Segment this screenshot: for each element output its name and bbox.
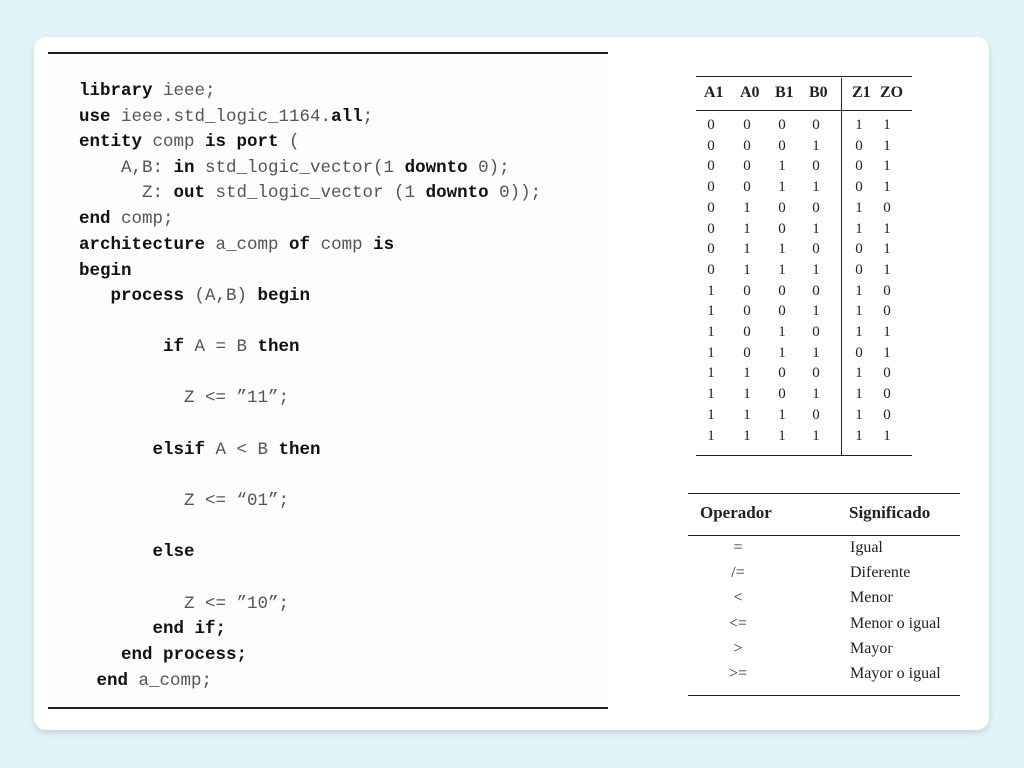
code-text: Z <= ”11”; <box>79 388 290 408</box>
truth-cell: 1 <box>883 158 891 175</box>
truth-cell: 1 <box>883 427 891 444</box>
code-line <box>79 337 300 357</box>
truth-cell: 0 <box>778 199 786 216</box>
truth-cell: 1 <box>778 158 786 175</box>
truth-cell: 0 <box>743 282 751 299</box>
ops-header-operator: Operador <box>700 503 772 522</box>
truth-cell: 0 <box>778 137 786 154</box>
code-line <box>79 183 541 203</box>
operator-meaning: Igual <box>850 539 883 556</box>
truth-cell: 1 <box>812 137 820 154</box>
code-line <box>79 491 289 511</box>
ops-bottom-rule <box>688 695 960 696</box>
truth-cell: 1 <box>743 199 751 216</box>
truth-header-cell: A1 <box>704 84 724 101</box>
truth-cell: 1 <box>812 427 820 444</box>
code-text: ieee.std_logic_1164. <box>110 107 332 127</box>
code-text <box>79 542 153 562</box>
code-keyword: end <box>79 209 111 229</box>
ops-top-rule <box>688 493 960 494</box>
code-line <box>79 235 394 255</box>
truth-cell: 1 <box>855 386 863 403</box>
code-keyword: is port <box>205 132 279 152</box>
code-keyword: entity <box>79 132 143 152</box>
truth-table <box>696 76 912 458</box>
truth-cell: 0 <box>812 282 820 299</box>
code-line <box>79 440 321 460</box>
truth-cell: 0 <box>778 282 786 299</box>
code-text: a_comp <box>205 235 290 255</box>
truth-cell: 0 <box>812 199 820 216</box>
truth-cell: 1 <box>883 117 891 133</box>
code-text: ; <box>362 107 374 127</box>
truth-header-cell: A0 <box>740 84 760 101</box>
truth-cell: 1 <box>743 386 751 403</box>
code-keyword: is <box>373 235 395 255</box>
code-keyword: use <box>79 107 111 127</box>
code-keyword: architecture <box>79 235 206 255</box>
code-keyword: library <box>79 81 153 101</box>
code-text: (A,B) <box>184 286 258 306</box>
code-keyword: then <box>257 337 300 357</box>
truth-cell: 1 <box>743 406 751 423</box>
code-keyword: elsif <box>152 440 206 460</box>
truth-cell: 0 <box>855 179 863 196</box>
truth-cell: 1 <box>707 303 715 320</box>
code-text: Z <= “01”; <box>79 491 290 511</box>
truth-cell: 1 <box>883 324 891 340</box>
truth-cell: 0 <box>707 137 715 154</box>
truth-cell: 1 <box>855 365 863 382</box>
truth-cell: 0 <box>883 303 891 320</box>
code-line <box>79 594 289 614</box>
code-keyword: downto <box>404 158 468 178</box>
code-line <box>79 261 132 281</box>
code-keyword: if <box>163 337 185 357</box>
code-line <box>79 286 310 306</box>
truth-cell: 0 <box>743 158 751 175</box>
truth-cell: 1 <box>707 282 715 299</box>
truth-bottom-rule <box>696 455 912 456</box>
operator-symbol: > <box>733 639 743 657</box>
vhdl-code-panel <box>48 52 608 709</box>
truth-cell: 1 <box>743 261 751 278</box>
code-text: A = B <box>184 337 258 357</box>
truth-cell: 1 <box>707 324 715 340</box>
operator-symbol: <= <box>728 614 748 632</box>
truth-cell: 0 <box>778 386 786 403</box>
truth-header-cell: ZO <box>880 84 904 101</box>
truth-cell: 0 <box>707 199 715 216</box>
truth-cell: 1 <box>883 241 891 258</box>
truth-cell: 1 <box>855 303 863 320</box>
truth-cell: 1 <box>855 117 863 133</box>
truth-header-cell: Z1 <box>852 84 871 101</box>
code-keyword: of <box>289 235 311 255</box>
truth-cell: 1 <box>778 241 786 258</box>
truth-cell: 1 <box>883 179 891 196</box>
truth-cell: 0 <box>778 303 786 320</box>
code-keyword: begin <box>257 286 311 306</box>
truth-cell: 0 <box>812 158 820 175</box>
code-line <box>79 209 174 229</box>
code-line <box>79 107 373 127</box>
truth-cell: 0 <box>743 344 751 361</box>
truth-cell: 1 <box>707 386 715 403</box>
truth-cell: 1 <box>743 241 751 258</box>
code-keyword: end if; <box>152 619 227 639</box>
truth-cell: 1 <box>743 427 751 444</box>
truth-cell: 0 <box>883 365 891 382</box>
code-text: std_logic_vector (1 <box>205 183 426 203</box>
truth-cell: 1 <box>707 406 715 423</box>
code-keyword: all <box>331 107 363 127</box>
truth-cell: 1 <box>883 261 891 278</box>
code-text: Z: <box>79 183 174 203</box>
code-text: ieee; <box>152 81 216 101</box>
truth-cell: 0 <box>812 365 820 382</box>
truth-cell: 1 <box>855 427 863 444</box>
code-text: a_comp; <box>128 671 213 691</box>
truth-top-rule <box>696 76 912 77</box>
truth-cell: 0 <box>855 261 863 278</box>
truth-cell: 1 <box>778 261 786 278</box>
code-text: comp; <box>110 209 174 229</box>
truth-cell: 1 <box>778 324 786 340</box>
truth-cell: 1 <box>778 179 786 196</box>
code-text <box>79 286 111 306</box>
truth-cell: 0 <box>855 158 863 175</box>
operator-symbol: = <box>733 539 743 556</box>
truth-cell: 1 <box>707 344 715 361</box>
code-line <box>86 671 212 691</box>
truth-header-cell: B0 <box>809 84 828 101</box>
truth-cell: 1 <box>812 303 820 320</box>
truth-cell: 1 <box>883 220 891 237</box>
truth-cell: 1 <box>855 282 863 299</box>
truth-cell: 1 <box>812 220 820 237</box>
operator-symbol: >= <box>728 665 748 682</box>
truth-cell: 0 <box>743 324 751 340</box>
code-text: comp <box>310 235 374 255</box>
truth-cell: 0 <box>743 179 751 196</box>
truth-cell: 1 <box>855 199 863 216</box>
operator-meaning: Menor <box>850 589 893 607</box>
code-text: comp <box>142 132 206 152</box>
truth-header-cell: B1 <box>775 84 794 101</box>
truth-cell: 1 <box>883 137 891 154</box>
truth-cell: 0 <box>778 365 786 382</box>
code-text <box>79 619 153 639</box>
truth-cell: 1 <box>743 220 751 237</box>
truth-cell: 1 <box>855 406 863 423</box>
truth-cell: 0 <box>883 406 891 423</box>
code-text: 0); <box>467 158 510 178</box>
truth-cell: 0 <box>855 241 863 258</box>
code-text: A,B: <box>79 158 174 178</box>
truth-cell: 0 <box>812 406 820 423</box>
operator-meaning: Mayor o igual <box>850 665 941 682</box>
truth-cell: 0 <box>707 158 715 175</box>
truth-cell: 0 <box>707 261 715 278</box>
operator-meaning: Diferente <box>850 564 911 582</box>
truth-header-rule <box>696 110 912 111</box>
truth-cell: 0 <box>883 199 891 216</box>
truth-cell: 0 <box>812 324 820 340</box>
operator-symbol: < <box>733 589 743 607</box>
code-text <box>79 337 163 357</box>
top-rule <box>48 52 608 54</box>
code-line <box>79 81 216 101</box>
code-keyword: end <box>96 671 129 691</box>
truth-cell: 1 <box>883 344 891 361</box>
truth-cell: 0 <box>707 179 715 196</box>
truth-cell: 0 <box>855 344 863 361</box>
code-text: A < B <box>205 440 279 460</box>
truth-cell: 0 <box>778 220 786 237</box>
truth-divider <box>841 78 842 456</box>
truth-cell: 1 <box>812 386 820 403</box>
code-keyword: end process; <box>121 645 248 665</box>
code-keyword: then <box>278 440 321 460</box>
code-text <box>86 671 97 691</box>
truth-cell: 0 <box>812 241 820 258</box>
truth-cell: 1 <box>812 261 820 278</box>
code-line <box>79 619 226 639</box>
truth-cell: 0 <box>707 241 715 258</box>
code-text <box>79 645 121 665</box>
code-line <box>79 542 195 562</box>
operator-table <box>688 493 960 699</box>
operator-meaning: Mayor <box>850 639 893 657</box>
code-text: ( <box>278 132 300 152</box>
code-keyword: process <box>110 286 185 306</box>
code-line <box>79 132 300 152</box>
truth-cell: 1 <box>812 179 820 196</box>
truth-cell: 1 <box>855 324 863 340</box>
code-keyword: begin <box>79 261 132 281</box>
ops-header-rule <box>688 535 960 536</box>
truth-cell: 0 <box>707 117 715 133</box>
operator-meaning: Menor o igual <box>850 614 941 632</box>
code-line <box>79 388 289 408</box>
truth-cell: 0 <box>883 282 891 299</box>
code-text <box>79 440 153 460</box>
truth-cell: 0 <box>707 220 715 237</box>
truth-cell: 1 <box>707 427 715 444</box>
truth-cell: 0 <box>743 137 751 154</box>
code-line <box>79 645 247 665</box>
code-text: 0)); <box>488 183 542 203</box>
truth-cell: 1 <box>778 406 786 423</box>
truth-cell: 1 <box>855 220 863 237</box>
bottom-rule <box>48 707 608 709</box>
truth-cell: 1 <box>778 344 786 361</box>
truth-cell: 1 <box>778 427 786 444</box>
ops-header-meaning: Significado <box>849 503 931 522</box>
truth-cell: 1 <box>812 344 820 361</box>
truth-cell: 0 <box>812 117 820 133</box>
truth-cell: 0 <box>855 137 863 154</box>
code-line <box>79 158 510 178</box>
truth-cell: 0 <box>778 117 786 133</box>
code-text: std_logic_vector(1 <box>194 158 405 178</box>
truth-cell: 0 <box>883 386 891 403</box>
truth-cell: 0 <box>743 303 751 320</box>
truth-cell: 1 <box>743 365 751 382</box>
code-keyword: out <box>173 183 206 203</box>
code-keyword: in <box>173 158 195 178</box>
code-text: Z <= ”10”; <box>79 594 290 614</box>
code-keyword: downto <box>425 183 489 203</box>
truth-cell: 0 <box>743 117 751 133</box>
code-keyword: else <box>152 542 195 562</box>
operator-symbol: /= <box>731 564 745 582</box>
truth-cell: 1 <box>707 365 715 382</box>
